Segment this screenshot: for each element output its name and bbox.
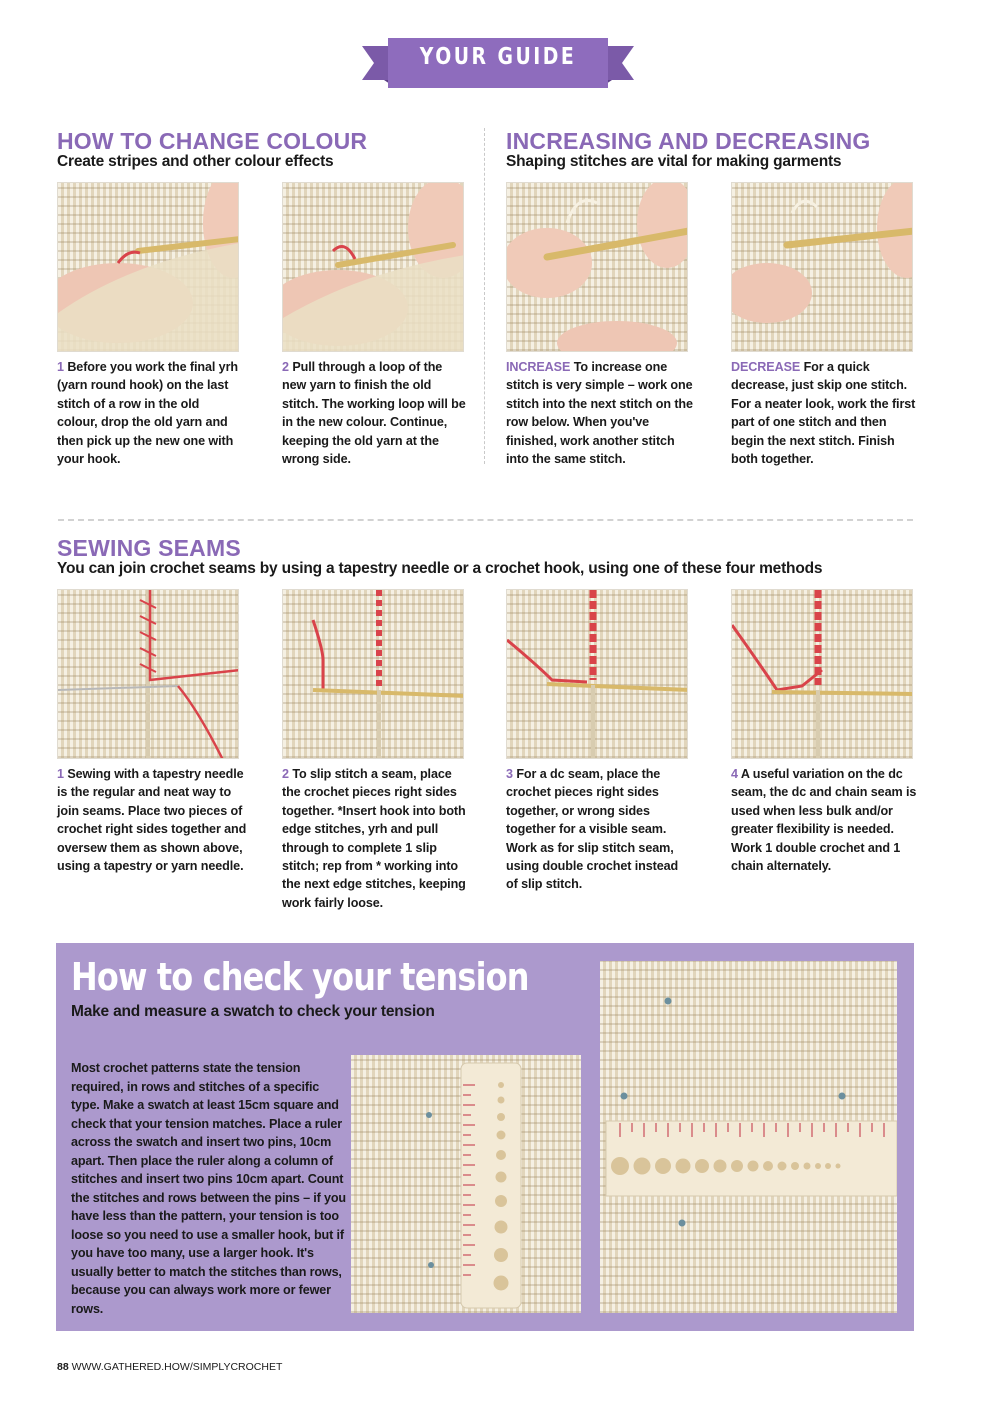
seam-method-3-photo [506, 589, 688, 759]
increase-photo [506, 182, 688, 352]
seam-method-1-photo [57, 589, 239, 759]
colour-section-title: HOW TO CHANGE COLOUR [57, 128, 368, 154]
colour-section-subtitle: Create stripes and other colour effects [57, 153, 334, 170]
seam-method-4-caption [731, 765, 921, 875]
page-footer [57, 1361, 282, 1373]
step-text: For a dc seam, place the crochet pieces right sides together, or wrong sides together for a visible seam. Work as for slip stitch seam, using double crochet instead of slip stitch. [506, 767, 679, 892]
step-text: A useful variation on the dc seam, the dc and chain seam is used when less bulk and/or greater flexibility is needed. Work 1 double crochet and 1 chain alternately. [731, 767, 917, 874]
colour-step-1-photo [57, 182, 239, 352]
shaping-section-subtitle: Shaping stitches are vital for making garments [506, 153, 842, 170]
step-number: 3 [506, 767, 513, 781]
step-number: 2 [282, 767, 289, 781]
colour-step-1-caption [57, 358, 242, 468]
step-number: 4 [731, 767, 738, 781]
your-guide-banner [362, 34, 634, 92]
step-text: Pull through a loop of the new yarn to finish the old stitch. The working loop will be in the new colour. Continue, keeping the old yarn at the wrong side. [282, 360, 466, 467]
column-divider [484, 128, 485, 464]
page-number: 88 [57, 1361, 69, 1373]
seam-method-1-caption [57, 765, 247, 875]
step-text: To increase one stitch is very simple – work one stitch into the next stitch on the row below. When you've finished, work another stitch into the same stitch. [506, 360, 693, 467]
step-number: 1 [57, 360, 64, 374]
step-number: 2 [282, 360, 289, 374]
tension-vertical-ruler-photo [351, 1055, 581, 1313]
seam-method-2-photo [282, 589, 464, 759]
decrease-photo [731, 182, 913, 352]
banner-label: YOUR GUIDE [419, 44, 577, 70]
tension-title: How to check your tension [71, 955, 529, 999]
increase-caption [506, 358, 696, 468]
section-divider [58, 519, 913, 521]
step-text: For a quick decrease, just skip one stitch. For a neater look, work the first part of one stitch and then begin the next stitch. Finish both together. [731, 360, 916, 467]
step-text: Sewing with a tapestry needle is the regular and neat way to join seams. Place two pieces of crochet right sides together and oversew them as shown above, using a tapestry or yarn needle. [57, 767, 247, 874]
colour-step-2-caption [282, 358, 467, 468]
seams-section-title: SEWING SEAMS [57, 535, 241, 561]
seam-method-2-caption [282, 765, 472, 912]
tension-subtitle: Make and measure a swatch to check your tension [71, 1003, 435, 1020]
tension-horizontal-ruler-photo [600, 961, 897, 1313]
colour-step-2-photo [282, 182, 464, 352]
seam-method-3-caption [506, 765, 691, 894]
decrease-caption [731, 358, 916, 468]
step-keyword: DECREASE [731, 360, 801, 374]
seam-method-4-photo [731, 589, 913, 759]
step-text: To slip stitch a seam, place the crochet pieces right sides together. *Insert hook into both edge stitches, yrh and pull through to complete 1 slip stitch; rep from * working into the next edge stitches, keeping work fairly loose. [282, 767, 466, 910]
step-number: 1 [57, 767, 64, 781]
tension-body: Most crochet patterns state the tension required, in rows and stitches of a specific type. Make a swatch at least 15cm square and check that your tension matches. Place a ruler across the swatch and insert two pins, 10cm apart. Then place the ruler along a column of stitches and insert two pins 10cm apart. Count the stitches and rows between the pins – if you have less than the pattern, your tension is too loose so you need to use a smaller hook, but if you have too many, use a larger hook. It's usually better to match the stitches than rows, because you can always work more or fewer rows. [71, 1061, 346, 1316]
step-keyword: INCREASE [506, 360, 571, 374]
footer-url: WWW.GATHERED.HOW/SIMPLYCROCHET [71, 1361, 283, 1373]
step-text: Before you work the final yrh (yarn round hook) on the last stitch of a row in the old colour, drop the old yarn and then pick up the new one with your hook. [57, 360, 238, 467]
tension-panel [56, 943, 914, 1331]
shaping-section-title: INCREASING AND DECREASING [506, 128, 871, 154]
seams-section-subtitle: You can join crochet seams by using a tapestry needle or a crochet hook, using one of these four methods [57, 560, 823, 577]
